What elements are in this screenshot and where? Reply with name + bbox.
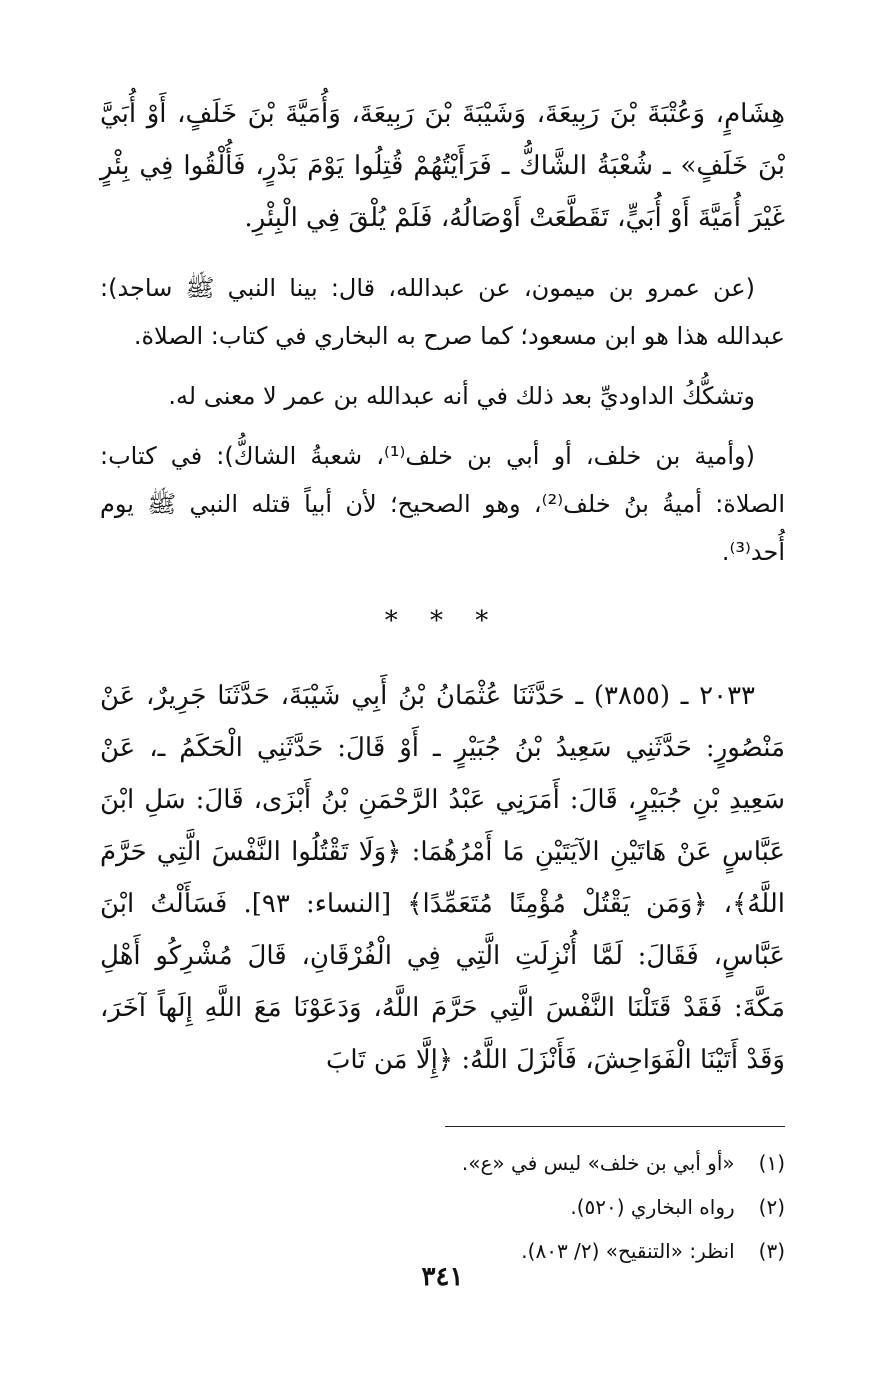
- commentary-paragraph-1: (عن عمرو بن ميمون، عن عبدالله، قال: بينا النبي ﷺ ساجد): عبدالله هذا هو ابن مسعود؛ كما صرح به البخاري في كتاب: الصلاة.: [100, 274, 785, 350]
- footnote-number: (٢): [758, 1195, 785, 1219]
- footnote-text: «أو أبي بن خلف» ليس في «ع».: [461, 1151, 735, 1175]
- footnotes: [100, 1141, 785, 1273]
- footnote-item: [100, 1141, 785, 1185]
- footnote-divider: [445, 1126, 785, 1127]
- footnote-number: (١): [758, 1151, 785, 1175]
- commentary-paragraph-2: وتشكُّكُ الداوديِّ بعد ذلك في أنه عبدالله بن عمر لا معنى له.: [168, 382, 755, 410]
- section-separator: * * *: [384, 606, 501, 636]
- footnote-text: انظر: «التنقيح» (٢/ ٨٠٣).: [521, 1239, 735, 1263]
- hadith-text-2033: ٢٠٣٣ ـ (٣٨٥٥) ـ حَدَّثَنَا عُثْمَانُ بْنُ أَبِي شَيْبَةَ، حَدَّثَنَا جَرِيرٌ، عَنْ مَنْصُورٍ: حَدَّثَنِي سَعِيدُ بْنُ جُبَيْرٍ ـ أَوْ قَالَ: حَدَّثَنِي الْحَكَمُ ـ، عَنْ سَعِيدِ بْنِ جُبَيْرٍ، قَالَ: أَمَرَنِي عَبْدُ الرَّحْمَنِ بْنُ أَبْزَى، قَالَ: سَلِ ابْنَ عَبَّاسٍ عَنْ هَاتَيْنِ الآيَتَيْنِ مَا أَمْرُهُمَا: ﴿وَلَا تَقْتُلُوا النَّفْسَ الَّتِي حَرَّمَ اللَّهُ﴾، ﴿وَمَن يَقْتُلْ مُؤْمِنًا مُتَعَمِّدًا﴾ [النساء: ٩٣]. فَسَأَلْتُ ابْنَ عَبَّاسٍ، فَقَالَ: لَمَّا أُنْزِلَتِ الَّتِي فِي الْفُرْقَانِ، قَالَ مُشْرِكُو أَهْلِ مَكَّةَ: فَقَدْ قَتَلْنَا النَّفْسَ الَّتِي حَرَّمَ اللَّهُ، وَدَعَوْنَا مَعَ اللَّهِ إِلَهاً آخَرَ، وَقَدْ أَتَيْنَا الْفَوَاحِشَ، فَأَنْزَلَ اللَّهُ: ﴿إِلَّا مَن تَابَ: [100, 681, 785, 1075]
- hadith-text-continued: هِشَامٍ، وَعُتْبَةَ بْنَ رَبِيعَةَ، وَشَيْبَةَ بْنَ رَبِيعَةَ، وَأُمَيَّةَ بْنَ خَلَفٍ، أَوْ أُبَيَّ بْنَ خَلَفٍ» ـ شُعْبَةُ الشَّاكُّ ـ فَرَأَيْتُهُمْ قُتِلُوا يَوْمَ بَدْرٍ، فَأُلْقُوا فِي بِئْرٍ غَيْرَ أُمَيَّةَ أَوْ أُبَيٍّ، تَقَطَّعَتْ أَوْصَالُهُ، فَلَمْ يُلْقَ فِي الْبِئْرِ.: [100, 99, 785, 233]
- footnote-number: (٣): [758, 1239, 785, 1263]
- page-number: ٣٤١: [421, 1262, 464, 1292]
- footnote-text: رواه البخاري (٥٢٠).: [570, 1195, 735, 1219]
- commentary-paragraph-3: (وأمية بن خلف، أو أبي بن خلف⁽¹⁾، شعبةُ الشاكُّ): في كتاب: الصلاة: أميةُ بنُ خلف⁽²⁾، وهو الصحيح؛ لأن أبياً قتله النبي ﷺ يوم أُحد⁽³⁾.: [100, 442, 785, 566]
- footnote-item: [100, 1185, 785, 1229]
